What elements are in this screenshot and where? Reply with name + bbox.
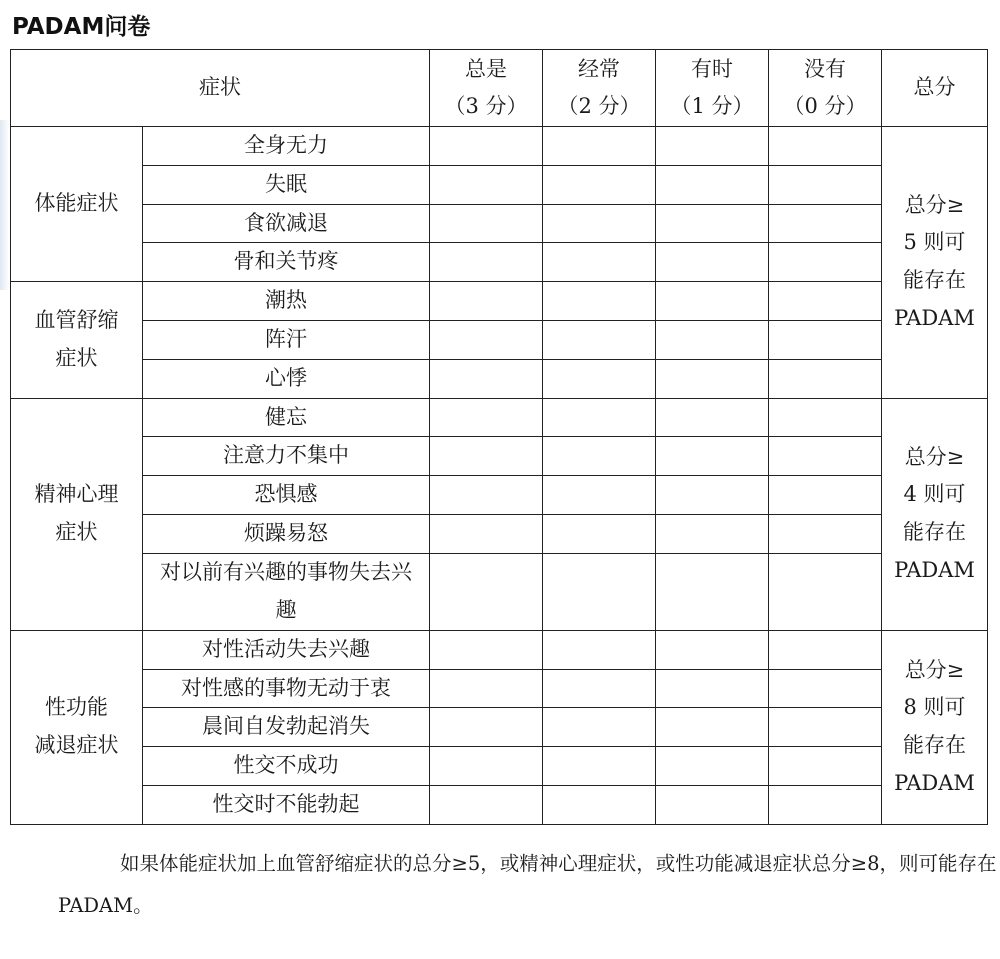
symptom-cell: 潮热 [143,282,430,321]
score-rule-line: 能存在 [903,733,966,758]
footnote-paragraph: 如果体能症状加上血管舒缩症状的总分≥5，或精神心理症状，或性功能减退症状总分≥8，则可能存在PADAM。 [58,852,997,917]
header-often [543,50,656,127]
answer-always-cell[interactable] [430,785,543,824]
header-often-label: 经常 [578,57,620,82]
answer-sometimes-cell[interactable] [656,398,769,437]
header-always-points: （3 分） [444,94,528,118]
score-rule-line: 5 则可 [903,230,966,255]
table-row [11,359,988,398]
answer-never-cell[interactable] [769,476,882,515]
symptom-cell: 性交时不能勃起 [143,785,430,824]
header-symptom: 症状 [11,50,430,127]
answer-often-cell[interactable] [543,127,656,166]
symptom-cell: 阵汗 [143,320,430,359]
answer-never-cell[interactable] [769,785,882,824]
score-rule-line: 总分≥ [904,657,965,682]
answer-never-cell[interactable] [769,282,882,321]
answer-always-cell[interactable] [430,437,543,476]
answer-always-cell[interactable] [430,669,543,708]
table-row [11,127,988,166]
answer-often-cell[interactable] [543,514,656,553]
answer-sometimes-cell[interactable] [656,282,769,321]
group-psychological [11,398,143,630]
table-row [11,785,988,824]
symptom-cell: 注意力不集中 [143,437,430,476]
score-rule-physical-vasomotor [882,127,988,399]
score-rule-line: PADAM [894,557,975,582]
answer-never-cell[interactable] [769,747,882,786]
group-vasomotor-line-1: 血管舒缩 [34,308,119,333]
answer-sometimes-cell[interactable] [656,708,769,747]
table-row [11,514,988,553]
answer-always-cell[interactable] [430,127,543,166]
answer-never-cell[interactable] [769,127,882,166]
table-row [11,282,988,321]
score-rule-sexual [882,630,988,824]
table-row [11,553,988,630]
table-row [11,437,988,476]
answer-often-cell[interactable] [543,243,656,282]
answer-sometimes-cell[interactable] [656,476,769,515]
header-always-label: 总是 [465,57,507,82]
answer-never-cell[interactable] [769,514,882,553]
answer-often-cell[interactable] [543,437,656,476]
symptom-cell: 全身无力 [143,127,430,166]
answer-often-cell[interactable] [543,476,656,515]
answer-always-cell[interactable] [430,359,543,398]
answer-often-cell[interactable] [543,630,656,669]
answer-sometimes-cell[interactable] [656,204,769,243]
answer-always-cell[interactable] [430,204,543,243]
answer-sometimes-cell[interactable] [656,359,769,398]
symptom-cell: 性交不成功 [143,747,430,786]
score-rule-line: 总分≥ [904,444,965,469]
header-total: 总分 [882,50,988,127]
header-always [430,50,543,127]
group-physical-line-1: 体能症状 [34,191,119,216]
score-rule-line: 4 则可 [903,482,966,507]
answer-never-cell[interactable] [769,165,882,204]
table-row [11,747,988,786]
answer-sometimes-cell[interactable] [656,320,769,359]
answer-never-cell[interactable] [769,243,882,282]
group-vasomotor-line-2: 症状 [55,345,98,370]
answer-sometimes-cell[interactable] [656,669,769,708]
answer-always-cell[interactable] [430,630,543,669]
symptom-cell: 恐惧感 [143,476,430,515]
score-rule-psychological [882,398,988,630]
group-sexual-line-2: 减退症状 [34,733,119,758]
symptom-cell: 健忘 [143,398,430,437]
answer-sometimes-cell[interactable] [656,514,769,553]
answer-often-cell[interactable] [543,553,656,630]
answer-never-cell[interactable] [769,320,882,359]
answer-always-cell[interactable] [430,320,543,359]
symptom-cell: 晨间自发勃起消失 [143,708,430,747]
answer-never-cell[interactable] [769,204,882,243]
answer-never-cell[interactable] [769,359,882,398]
table-row [11,476,988,515]
answer-always-cell[interactable] [430,398,543,437]
table-row [11,165,988,204]
symptom-cell: 心悸 [143,359,430,398]
header-often-points: （2 分） [557,94,641,118]
answer-often-cell[interactable] [543,747,656,786]
symptom-cell: 食欲减退 [143,204,430,243]
answer-always-cell[interactable] [430,476,543,515]
group-psychological-line-2: 症状 [55,520,98,545]
answer-never-cell[interactable] [769,630,882,669]
group-sexual-line-1: 性功能 [45,695,108,720]
answer-often-cell[interactable] [543,398,656,437]
score-rule-line: PADAM [894,771,975,796]
answer-often-cell[interactable] [543,359,656,398]
left-edge-accent [0,120,9,290]
header-row [11,50,988,127]
score-rule-line: PADAM [894,306,975,331]
answer-sometimes-cell[interactable] [656,747,769,786]
score-rule-line: 能存在 [903,268,966,293]
answer-never-cell[interactable] [769,553,882,630]
group-psychological-line-1: 精神心理 [34,482,119,507]
answer-sometimes-cell[interactable] [656,127,769,166]
header-sometimes-label: 有时 [691,57,733,82]
symptom-cell: 骨和关节疼 [143,243,430,282]
group-vasomotor [11,282,143,398]
header-never-points: （0 分） [783,94,867,118]
answer-always-cell[interactable] [430,708,543,747]
symptom-cell: 对以前有兴趣的事物失去兴趣 [143,553,430,630]
score-rule-line: 能存在 [903,520,966,545]
symptom-cell: 失眠 [143,165,430,204]
answer-always-cell[interactable] [430,553,543,630]
score-rule-line: 8 则可 [903,695,966,720]
header-never-label: 没有 [804,57,846,82]
answer-always-cell[interactable] [430,243,543,282]
page-title: PADAM问卷 [12,14,151,40]
symptom-cell: 对性感的事物无动于衷 [143,669,430,708]
header-sometimes-points: （1 分） [670,94,754,118]
answer-always-cell[interactable] [430,514,543,553]
table-row [11,398,988,437]
answer-often-cell[interactable] [543,669,656,708]
answer-often-cell[interactable] [543,204,656,243]
group-physical [11,127,143,282]
answer-often-cell[interactable] [543,165,656,204]
table-row [11,630,988,669]
table-row [11,708,988,747]
header-sometimes [656,50,769,127]
answer-always-cell[interactable] [430,282,543,321]
symptom-cell: 对性活动失去兴趣 [143,630,430,669]
symptom-cell: 烦躁易怒 [143,514,430,553]
padam-questionnaire-table [10,49,988,825]
answer-sometimes-cell[interactable] [656,437,769,476]
answer-never-cell[interactable] [769,398,882,437]
answer-always-cell[interactable] [430,747,543,786]
header-never [769,50,882,127]
table-row [11,669,988,708]
answer-sometimes-cell[interactable] [656,630,769,669]
table-row [11,243,988,282]
answer-always-cell[interactable] [430,165,543,204]
answer-never-cell[interactable] [769,669,882,708]
table-row [11,204,988,243]
answer-sometimes-cell[interactable] [656,785,769,824]
answer-sometimes-cell[interactable] [656,165,769,204]
answer-often-cell[interactable] [543,785,656,824]
score-rule-line: 总分≥ [904,192,965,217]
answer-never-cell[interactable] [769,708,882,747]
answer-often-cell[interactable] [543,708,656,747]
answer-often-cell[interactable] [543,282,656,321]
group-sexual [11,630,143,824]
answer-never-cell[interactable] [769,437,882,476]
answer-sometimes-cell[interactable] [656,553,769,630]
answer-often-cell[interactable] [543,320,656,359]
table-row [11,320,988,359]
answer-sometimes-cell[interactable] [656,243,769,282]
